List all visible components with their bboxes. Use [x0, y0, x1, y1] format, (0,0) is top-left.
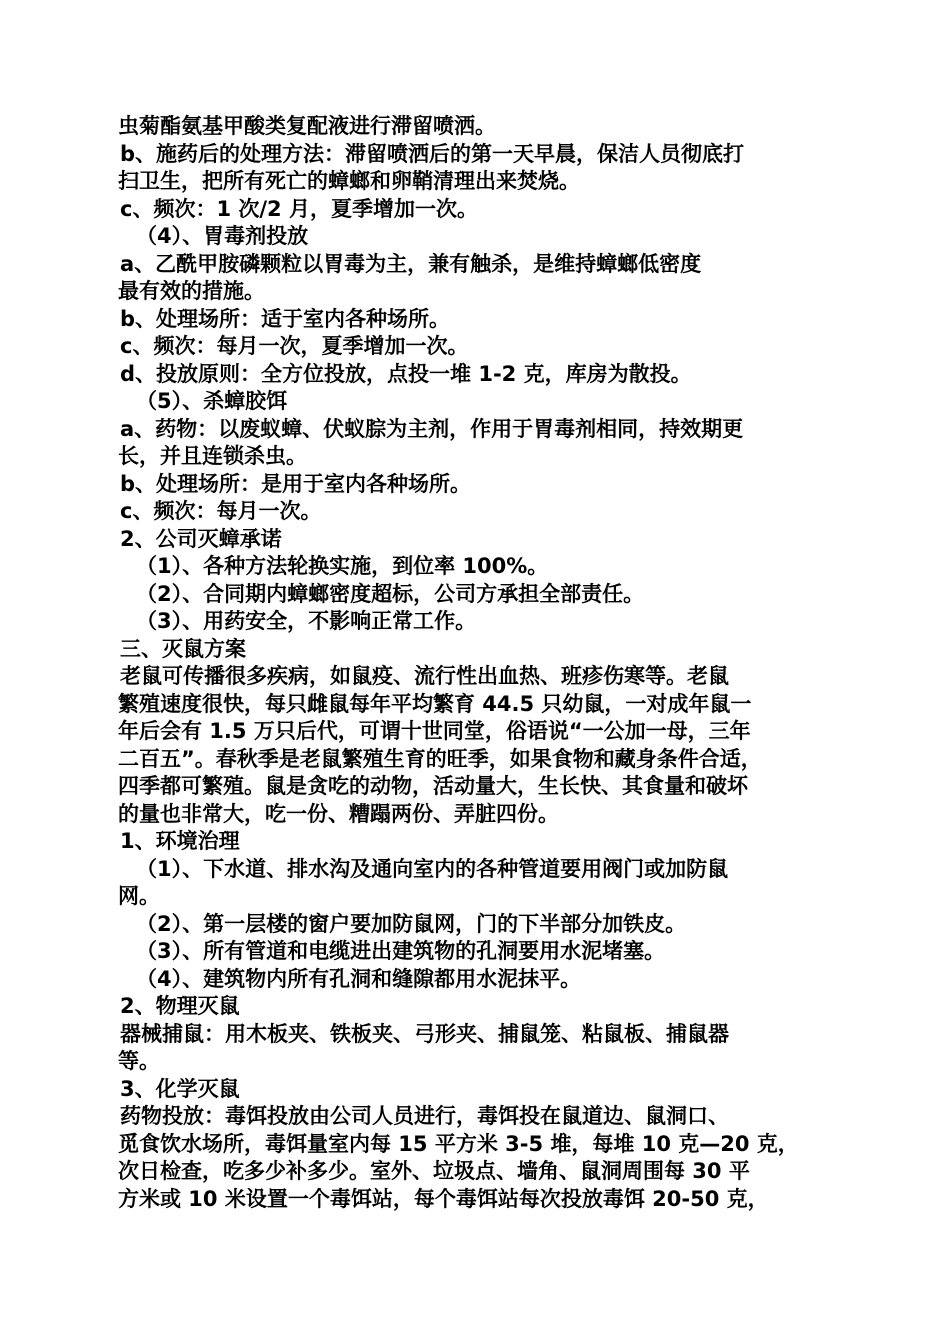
- text-line: 方米或 10 米设置一个毒饵站，每个毒饵站每次投放毒饵 20-50 克，: [118, 1186, 769, 1211]
- text-line: 次日检查，吃多少补多少。室外、垃圾点、墙角、鼠洞周围每 30 平: [118, 1159, 750, 1183]
- text-line: a、乙酰甲胺磷颗粒以胃毒为主，兼有触杀，是维持蟑螂低密度: [120, 251, 702, 276]
- text-line: 网。: [118, 884, 160, 908]
- text-line: （1）、下水道、排水沟及通向室内的各种管道要用阀门或加防鼠: [136, 856, 729, 881]
- section-heading: （4）、胃毒剂投放: [136, 224, 309, 248]
- text-line: 虫菊酯氨基甲酸类复配液进行滞留喷洒。: [118, 114, 496, 138]
- text-line: （4）、建筑物内所有孔洞和缝隙都用水泥抹平。: [136, 966, 582, 991]
- section-heading: 2、物理灭鼠: [120, 994, 240, 1018]
- section-heading: 1、环境治理: [120, 829, 240, 853]
- text-line: 二百五”。春秋季是老鼠繁殖生育的旺季，如果食物和藏身条件合适，: [118, 746, 762, 771]
- text-line: 年后会有 1.5 万只后代，可谓十世同堂，俗语说“一公加一母，三年: [118, 719, 751, 743]
- section-heading: 2、公司灭蟑承诺: [120, 526, 282, 551]
- text-line: b、处理场所：是用于室内各种场所。: [120, 471, 472, 496]
- section-heading: （5）、杀蟑胶饵: [136, 389, 288, 413]
- text-line: 扫卫生，把所有死亡的蟑螂和卵鞘清理出来焚烧。: [118, 169, 580, 193]
- text-line: 器械捕鼠：用木板夹、铁板夹、弓形夹、捕鼠笼、粘鼠板、捕鼠器: [120, 1021, 729, 1046]
- text-line: d、投放原则：全方位投放，点投一堆 1-2 克，库房为散投。: [120, 361, 692, 386]
- section-heading: 三、灭鼠方案: [120, 636, 246, 661]
- document-body: [118, 113, 838, 1213]
- text-line: c、频次：每月一次。: [120, 499, 322, 523]
- text-line: b、处理场所：适于室内各种场所。: [120, 306, 451, 331]
- text-line: 觅食饮水场所，毒饵量室内每 15 平方米 3-5 堆，每堆 10 克—20 克，: [118, 1131, 799, 1156]
- section-heading: 3、化学灭鼠: [120, 1076, 240, 1101]
- text-line: 最有效的措施。: [118, 279, 265, 303]
- text-line: 药物投放：毒饵投放由公司人员进行，毒饵投在鼠道边、鼠洞口、: [120, 1104, 729, 1128]
- text-line: 四季都可繁殖。鼠是贪吃的动物，活动量大，生长快、其食量和破坏: [118, 774, 748, 798]
- text-line: a、药物：以废蚁蟑、伏蚁腙为主剂，作用于胃毒剂相同，持效期更: [120, 416, 744, 441]
- text-line: 的量也非常大，吃一份、糟蹋两份、弄脏四份。: [118, 801, 559, 826]
- text-line: （1）、各种方法轮换实施，到位率 100%。: [136, 554, 549, 578]
- text-line: c、频次：每月一次，夏季增加一次。: [120, 334, 469, 358]
- text-line: c、频次：1 次/2 月，夏季增加一次。: [120, 196, 478, 221]
- text-line: b、施药后的处理方法：滞留喷洒后的第一天早晨，保洁人员彻底打: [120, 141, 745, 166]
- text-line: 等。: [118, 1049, 160, 1073]
- text-line: 老鼠可传播很多疾病，如鼠疫、流行性出血热、班疹伤寒等。老鼠: [120, 664, 729, 688]
- text-line: 长，并且连锁杀虫。: [118, 444, 307, 468]
- text-line: 繁殖速度很快，每只雌鼠每年平均繁育 44.5 只幼鼠，一对成年鼠一: [118, 691, 752, 716]
- text-line: （2）、第一层楼的窗户要加防鼠网，门的下半部分加铁皮。: [136, 911, 687, 936]
- text-line: （2）、合同期内蟑螂密度超标，公司方承担全部责任。: [136, 581, 645, 606]
- text-line: （3）、所有管道和电缆进出建筑物的孔洞要用水泥堵塞。: [136, 939, 666, 963]
- text-line: （3）、用药安全，不影响正常工作。: [136, 609, 477, 633]
